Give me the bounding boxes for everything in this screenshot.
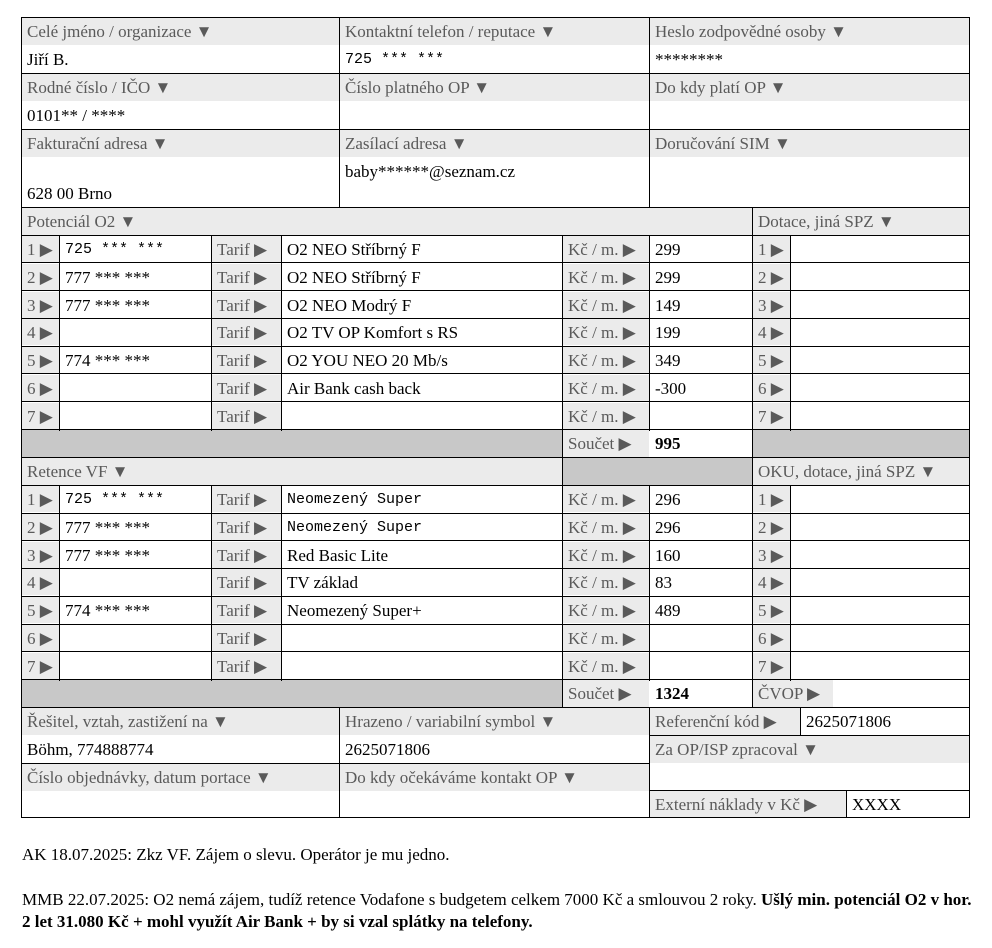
grid-line <box>649 235 650 431</box>
price-value[interactable]: 149 <box>655 296 681 315</box>
price-label: Kč / m. ▶ <box>563 319 649 345</box>
price-value[interactable]: 199 <box>655 323 681 342</box>
grid-line <box>211 485 212 681</box>
vf-sum-label: Součet ▶ <box>563 680 649 707</box>
sim-delivery-label: Doručování SIM ▼ <box>650 130 969 157</box>
solver-label: Řešitel, vztah, zastižení na ▼ <box>22 708 339 735</box>
cvop-value[interactable] <box>834 680 969 707</box>
tariff-value[interactable]: O2 YOU NEO 20 Mb/s <box>287 351 448 370</box>
o2-sum-value: 995 <box>655 434 681 453</box>
side-number: 7 ▶ <box>753 403 790 429</box>
order-number-value[interactable] <box>22 792 339 817</box>
grid-line <box>22 457 970 458</box>
side-number: 6 ▶ <box>753 375 790 401</box>
grid-line <box>22 129 970 130</box>
side-number: 6 ▶ <box>753 625 790 651</box>
price-label: Kč / m. ▶ <box>563 375 649 401</box>
row-number: 4 ▶ <box>22 569 59 595</box>
side-value[interactable] <box>791 653 969 679</box>
grid-line <box>22 568 970 569</box>
row-number: 3 ▶ <box>22 292 59 318</box>
price-value[interactable]: -300 <box>655 379 687 398</box>
row-number: 5 ▶ <box>22 597 59 623</box>
tariff-label: Tarif ▶ <box>212 264 281 290</box>
grid-line <box>22 429 970 430</box>
tariff-label: Tarif ▶ <box>212 597 281 623</box>
grid-line <box>846 790 847 818</box>
o2-section-label: Potenciál O2 ▼ <box>22 208 752 235</box>
tariff-value[interactable]: O2 NEO Stříbrný F <box>287 240 421 259</box>
grid-line <box>562 457 563 486</box>
grid-line <box>22 651 970 652</box>
tariff-value[interactable] <box>282 403 562 429</box>
grid-line <box>22 262 970 263</box>
tariff-label: Tarif ▶ <box>212 347 281 373</box>
o2-sum-filler <box>22 430 562 457</box>
side-value[interactable] <box>791 569 969 595</box>
phone-number[interactable] <box>60 403 211 429</box>
tariff-label: Tarif ▶ <box>212 375 281 401</box>
tariff-label: Tarif ▶ <box>212 403 281 429</box>
price-label: Kč / m. ▶ <box>563 292 649 318</box>
grid-line <box>22 290 970 291</box>
grid-line <box>211 235 212 431</box>
price-value[interactable]: 349 <box>655 351 681 370</box>
phone-number[interactable] <box>60 375 211 401</box>
tariff-label: Tarif ▶ <box>212 319 281 345</box>
vf-side-label: OKU, dotace, jiná SPZ ▼ <box>753 458 969 485</box>
contact-deadline-label: Do kdy očekáváme kontakt OP ▼ <box>340 764 649 791</box>
order-number-label: Číslo objednávky, datum portace ▼ <box>22 764 339 791</box>
side-number: 3 ▶ <box>753 292 790 318</box>
phone-number[interactable]: 777 *** *** <box>65 546 150 565</box>
grid-line <box>752 207 753 457</box>
tariff-label: Tarif ▶ <box>212 542 281 568</box>
processed-by-label: Za OP/ISP zpracoval ▼ <box>650 736 969 763</box>
price-value[interactable] <box>650 653 752 679</box>
id-card-label: Číslo platného OP ▼ <box>340 74 649 101</box>
phone-number[interactable]: 777 *** *** <box>65 296 150 315</box>
id-card-value[interactable] <box>340 102 649 129</box>
note-1: AK 18.07.2025: Zkz VF. Zájem o slevu. Operátor je mu jedno. <box>22 845 450 864</box>
phone-number[interactable]: 777 *** *** <box>65 268 150 287</box>
grid-line <box>22 817 970 818</box>
note-2-plain: MMB 22.07.2025: O2 nemá zájem, tudíž retence Vodafone s budgetem celkem 7000 Kč a smlouvou 2 roky. <box>22 890 757 909</box>
side-value[interactable] <box>791 236 969 262</box>
paid-value[interactable]: 2625071806 <box>345 740 430 759</box>
side-value[interactable] <box>791 625 969 651</box>
tariff-value[interactable] <box>282 653 562 679</box>
price-value[interactable]: 83 <box>655 573 672 592</box>
side-value[interactable] <box>791 514 969 540</box>
side-value[interactable] <box>791 403 969 429</box>
price-value[interactable]: 299 <box>655 240 681 259</box>
id-valid-label: Do kdy platí OP ▼ <box>650 74 969 101</box>
phone-number[interactable] <box>60 569 211 595</box>
grid-line <box>562 235 563 431</box>
contact-deadline-value[interactable] <box>340 792 649 817</box>
side-number: 1 ▶ <box>753 236 790 262</box>
price-label: Kč / m. ▶ <box>563 486 649 512</box>
phone-number[interactable] <box>60 653 211 679</box>
tariff-label: Tarif ▶ <box>212 486 281 512</box>
grid-line <box>650 735 970 736</box>
row-number: 6 ▶ <box>22 375 59 401</box>
grid-line <box>281 485 282 681</box>
phone-number[interactable] <box>60 625 211 651</box>
mailing-address-value[interactable]: baby******@seznam.cz <box>345 162 516 181</box>
vf-header-filler <box>563 458 752 485</box>
grid-line <box>22 540 970 541</box>
id-valid-value[interactable] <box>650 102 969 129</box>
phone-value[interactable]: 725 *** *** <box>345 51 445 68</box>
grid-line <box>562 679 563 708</box>
grid-line <box>22 235 970 236</box>
grid-line <box>22 207 970 208</box>
solver-value[interactable]: Böhm, 774888774 <box>27 740 154 759</box>
price-label: Kč / m. ▶ <box>563 514 649 540</box>
tariff-value[interactable]: Neomezený Super+ <box>287 601 422 620</box>
price-label: Kč / m. ▶ <box>563 542 649 568</box>
vf-sum-filler <box>22 680 562 707</box>
grid-line <box>969 17 970 818</box>
price-label: Kč / m. ▶ <box>563 625 649 651</box>
tariff-label: Tarif ▶ <box>212 236 281 262</box>
phone-number[interactable]: 725 *** *** <box>65 491 165 508</box>
side-number: 5 ▶ <box>753 347 790 373</box>
tariff-label: Tarif ▶ <box>212 625 281 651</box>
grid-line <box>22 513 970 514</box>
side-number: 2 ▶ <box>753 264 790 290</box>
grid-line <box>339 707 340 818</box>
price-value[interactable]: 299 <box>655 268 681 287</box>
price-label: Kč / m. ▶ <box>563 347 649 373</box>
side-value[interactable] <box>791 292 969 318</box>
price-label: Kč / m. ▶ <box>563 569 649 595</box>
grid-line <box>649 17 650 208</box>
o2-sum-label: Součet ▶ <box>563 430 649 457</box>
row-number: 4 ▶ <box>22 319 59 345</box>
grid-line <box>59 235 60 431</box>
row-number: 3 ▶ <box>22 542 59 568</box>
grid-line <box>22 401 970 402</box>
price-label: Kč / m. ▶ <box>563 236 649 262</box>
tariff-value[interactable]: TV základ <box>287 573 358 592</box>
side-number: 1 ▶ <box>753 486 790 512</box>
grid-line <box>650 790 970 791</box>
row-number: 2 ▶ <box>22 264 59 290</box>
row-number: 1 ▶ <box>22 236 59 262</box>
grid-line <box>22 707 970 708</box>
price-value[interactable]: 296 <box>655 518 681 537</box>
grid-line <box>649 485 650 681</box>
tariff-value[interactable]: O2 NEO Stříbrný F <box>287 268 421 287</box>
grid-line <box>22 485 970 486</box>
row-number: 7 ▶ <box>22 653 59 679</box>
grid-line <box>22 624 970 625</box>
row-number: 2 ▶ <box>22 514 59 540</box>
phone-number[interactable]: 774 *** *** <box>65 601 150 620</box>
vf-sum-value: 1324 <box>655 684 689 703</box>
grid-line <box>281 235 282 431</box>
tariff-value[interactable]: Red Basic Lite <box>287 546 389 565</box>
row-number: 1 ▶ <box>22 486 59 512</box>
grid-line <box>22 679 970 680</box>
sim-delivery-value[interactable] <box>650 158 969 185</box>
side-number: 4 ▶ <box>753 319 790 345</box>
side-number: 2 ▶ <box>753 514 790 540</box>
grid-line <box>562 485 563 681</box>
side-value[interactable] <box>791 347 969 373</box>
grid-line <box>59 485 60 681</box>
grid-line <box>790 485 791 681</box>
tariff-value[interactable]: Neomezený Super <box>287 491 423 508</box>
price-value[interactable]: 160 <box>655 546 681 565</box>
billing-address-value[interactable]: 628 00 Brno <box>27 184 112 203</box>
grid-line <box>752 457 753 708</box>
grid-line <box>339 763 649 764</box>
side-number: 4 ▶ <box>753 569 790 595</box>
row-number: 7 ▶ <box>22 403 59 429</box>
grid-line <box>22 763 339 764</box>
password-label: Heslo zodpovědné osoby ▼ <box>650 18 969 45</box>
tariff-value[interactable]: O2 TV OP Komfort s RS <box>287 323 459 342</box>
paid-label: Hrazeno / variabilní symbol ▼ <box>340 708 649 735</box>
side-value[interactable] <box>791 264 969 290</box>
name-label: Celé jméno / organizace ▼ <box>22 18 339 45</box>
cvop-label: ČVOP ▶ <box>753 680 833 707</box>
grid-line <box>22 346 970 347</box>
birth-number-value[interactable]: 0101** / **** <box>27 106 126 125</box>
grid-line <box>800 707 801 735</box>
o2-side-filler <box>753 430 969 457</box>
note-2 <box>22 889 977 933</box>
price-value[interactable] <box>650 625 752 651</box>
billing-address-label: Fakturační adresa ▼ <box>22 130 339 157</box>
price-value[interactable]: 296 <box>655 490 681 509</box>
external-costs-label: Externí náklady v Kč ▶ <box>650 791 846 817</box>
vf-section-label: Retence VF ▼ <box>22 458 562 485</box>
name-value[interactable]: Jiří B. <box>27 50 69 69</box>
price-value[interactable] <box>650 403 752 429</box>
grid-line <box>790 235 791 431</box>
mailing-address-label: Zasílací adresa ▼ <box>340 130 649 157</box>
side-value[interactable] <box>791 542 969 568</box>
row-number: 5 ▶ <box>22 347 59 373</box>
side-value[interactable] <box>791 486 969 512</box>
tariff-label: Tarif ▶ <box>212 514 281 540</box>
grid-line <box>562 429 563 458</box>
grid-line <box>21 17 22 818</box>
password-value[interactable]: ******** <box>655 50 723 69</box>
phone-label: Kontaktní telefon / reputace ▼ <box>340 18 649 45</box>
price-value[interactable]: 489 <box>655 601 681 620</box>
tariff-label: Tarif ▶ <box>212 569 281 595</box>
reference-code-value[interactable]: 2625071806 <box>806 712 891 731</box>
side-value[interactable] <box>791 319 969 345</box>
side-number: 3 ▶ <box>753 542 790 568</box>
price-label: Kč / m. ▶ <box>563 653 649 679</box>
tariff-value[interactable]: Neomezený Super <box>287 519 423 536</box>
phone-number[interactable]: 725 *** *** <box>65 241 165 258</box>
side-number: 7 ▶ <box>753 653 790 679</box>
price-label: Kč / m. ▶ <box>563 264 649 290</box>
grid-line <box>649 707 650 818</box>
tariff-value[interactable]: Air Bank cash back <box>287 379 421 398</box>
external-costs-value[interactable]: XXXX <box>852 795 902 814</box>
grid-line <box>22 17 970 18</box>
price-label: Kč / m. ▶ <box>563 403 649 429</box>
tariff-value[interactable]: O2 NEO Modrý F <box>287 296 412 315</box>
side-number: 5 ▶ <box>753 597 790 623</box>
phone-number[interactable] <box>60 319 211 345</box>
o2-side-label: Dotace, jiná SPZ ▼ <box>753 208 969 235</box>
tariff-label: Tarif ▶ <box>212 653 281 679</box>
grid-line <box>22 73 970 74</box>
tariff-label: Tarif ▶ <box>212 292 281 318</box>
grid-line <box>22 318 970 319</box>
side-value[interactable] <box>791 375 969 401</box>
grid-line <box>22 373 970 374</box>
birth-number-label: Rodné číslo / IČO ▼ <box>22 74 339 101</box>
grid-line <box>22 596 970 597</box>
side-value[interactable] <box>791 597 969 623</box>
tariff-value[interactable] <box>282 625 562 651</box>
reference-code-label: Referenční kód ▶ <box>650 708 800 735</box>
phone-number[interactable]: 777 *** *** <box>65 518 150 537</box>
note-2-bold: Ušlý min. potenciál O2 v hor. 2 let 31.080 Kč + mohl využít Air Bank + by si vzal splátky na telefony. <box>22 890 972 931</box>
row-number: 6 ▶ <box>22 625 59 651</box>
grid-line <box>339 17 340 208</box>
processed-by-value[interactable] <box>650 764 969 789</box>
price-label: Kč / m. ▶ <box>563 597 649 623</box>
phone-number[interactable]: 774 *** *** <box>65 351 150 370</box>
